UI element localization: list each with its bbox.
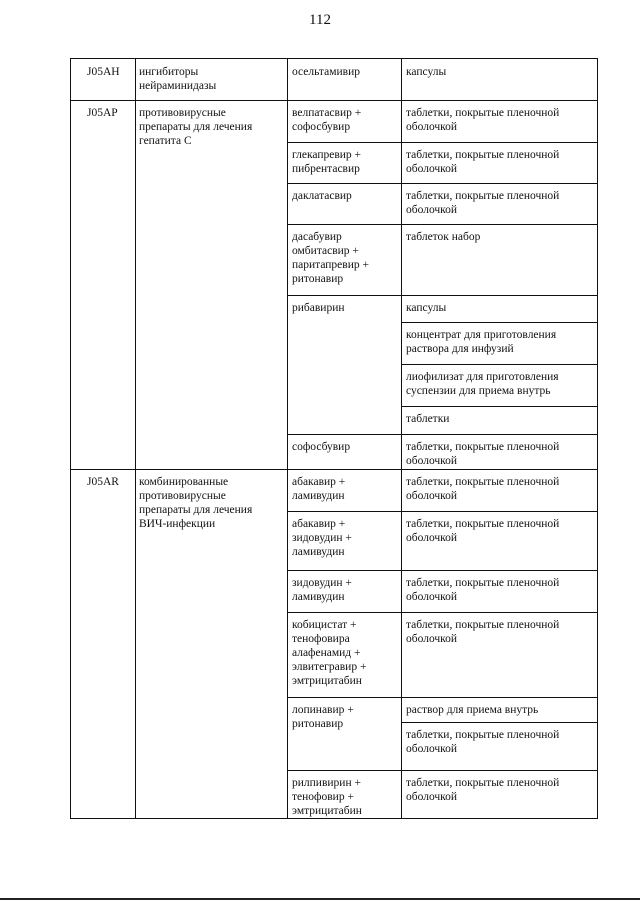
group-divider xyxy=(71,100,598,101)
dosage-form: таблетки xyxy=(406,413,450,425)
column-divider xyxy=(135,59,136,819)
drug-name: рилпивирин + тенофовир + эмтрицитабин xyxy=(292,777,362,817)
drug-name: абакавир + ламивудин xyxy=(292,476,346,502)
row-divider xyxy=(287,511,598,512)
page-bottom-edge xyxy=(0,898,640,900)
drug-name: дасабувир омбитасвир + паритапревир + ритонавир xyxy=(292,231,369,285)
drug-name: кобицистат + тенофовира алафенамид + элвитегравир + эмтрицитабин xyxy=(292,619,367,687)
dosage-form: раствор для приема внутрь xyxy=(406,704,539,716)
column-divider xyxy=(287,59,288,819)
group-divider xyxy=(71,469,598,470)
table-bottom-border xyxy=(71,818,598,819)
atc-code: J05AR xyxy=(87,476,119,488)
dosage-form: таблетки, покрытые пленочной оболочкой xyxy=(406,149,560,175)
row-divider xyxy=(287,770,598,771)
drug-name: осельтамивир xyxy=(292,66,360,78)
group-name: ингибиторы нейраминидазы xyxy=(139,66,217,92)
row-divider xyxy=(287,570,598,571)
dosage-form: капсулы xyxy=(406,66,447,78)
form-divider xyxy=(401,406,598,407)
page-number: 112 xyxy=(309,12,331,28)
dosage-form: таблеток набор xyxy=(406,231,481,243)
row-divider xyxy=(287,612,598,613)
dosage-form: таблетки, покрытые пленочной оболочкой xyxy=(406,619,560,645)
dosage-form: концентрат для приготовления раствора для инфузий xyxy=(406,329,557,355)
form-divider xyxy=(401,322,598,323)
drug-name: лопинавир + ритонавир xyxy=(292,704,354,730)
dosage-form: таблетки, покрытые пленочной оболочкой xyxy=(406,476,560,502)
drug-classification-table xyxy=(70,58,598,819)
table-right-border xyxy=(597,59,598,819)
dosage-form: таблетки, покрытые пленочной оболочкой xyxy=(406,190,560,216)
dosage-form: таблетки, покрытые пленочной оболочкой xyxy=(406,518,560,544)
dosage-form: таблетки, покрытые пленочной оболочкой xyxy=(406,729,560,755)
drug-name: даклатасвир xyxy=(292,190,352,202)
group-name: противовирусные препараты для лечения гепатита C xyxy=(139,107,253,147)
drug-name: софосбувир xyxy=(292,441,351,453)
row-divider xyxy=(287,295,598,296)
form-divider xyxy=(401,722,598,723)
row-divider xyxy=(287,142,598,143)
atc-code: J05AH xyxy=(87,66,120,78)
dosage-form: лиофилизат для приготовления суспензии для приема внутрь xyxy=(406,371,559,397)
dosage-form: таблетки, покрытые пленочной оболочкой xyxy=(406,441,560,467)
drug-name: велпатасвир + софосбувир xyxy=(292,107,362,133)
column-divider xyxy=(401,59,402,819)
dosage-form: таблетки, покрытые пленочной оболочкой xyxy=(406,577,560,603)
row-divider xyxy=(287,183,598,184)
dosage-form: таблетки, покрытые пленочной оболочкой xyxy=(406,777,560,803)
drug-name: абакавир + зидовудин + ламивудин xyxy=(292,518,352,558)
dosage-form: капсулы xyxy=(406,302,447,314)
row-divider xyxy=(287,434,598,435)
dosage-form: таблетки, покрытые пленочной оболочкой xyxy=(406,107,560,133)
atc-code: J05AP xyxy=(87,107,118,119)
group-name: комбинированные противовирусные препараты для лечения ВИЧ-инфекции xyxy=(139,476,253,530)
drug-name: рибавирин xyxy=(292,302,345,314)
row-divider xyxy=(287,697,598,698)
form-divider xyxy=(401,364,598,365)
drug-name: глекапревир + пибрентасвир xyxy=(292,149,362,175)
row-divider xyxy=(287,224,598,225)
drug-name: зидовудин + ламивудин xyxy=(292,577,352,603)
